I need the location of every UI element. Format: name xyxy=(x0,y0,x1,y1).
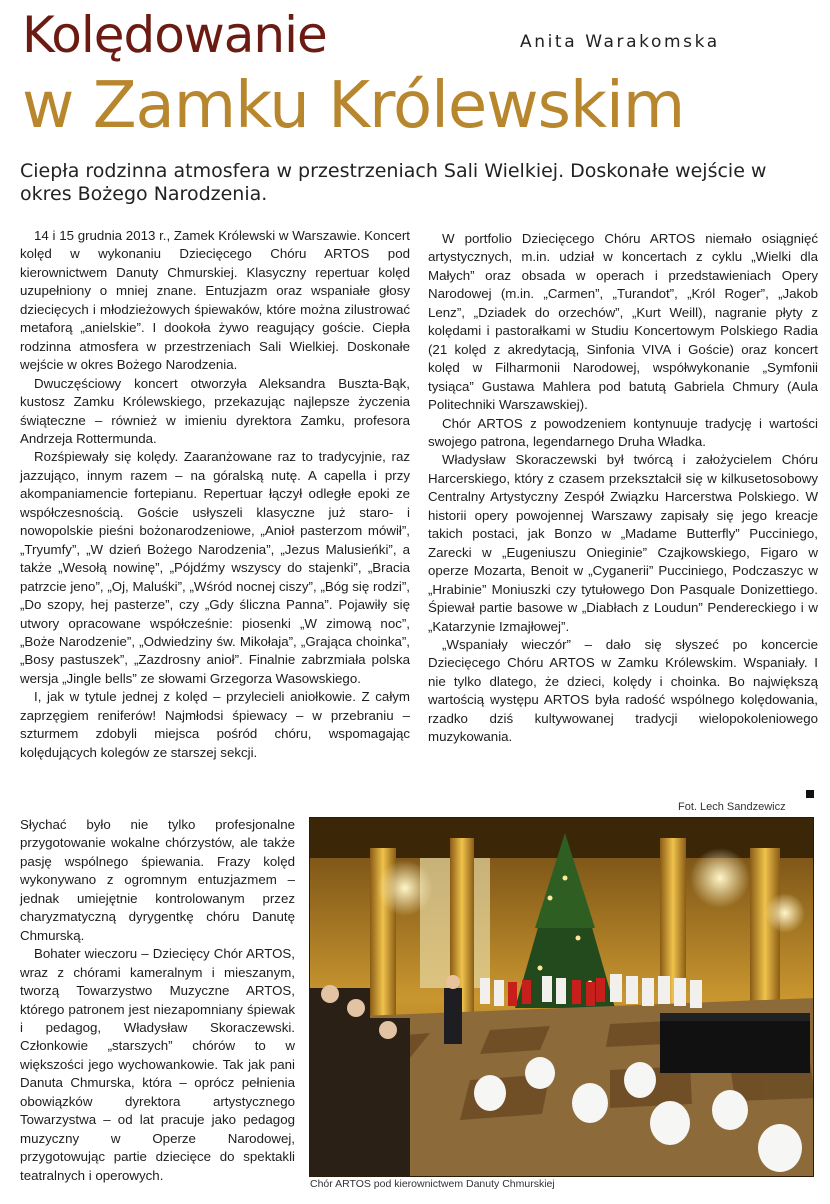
lead-paragraph: Ciepła rodzinna atmosfera w przestrzeniach Sali Wielkiej. Doskonałe wejście w okres Bożego Narodzenia. xyxy=(20,160,767,205)
body-paragraph: W portfolio Dziecięcego Chóru ARTOS niemało osiągnięć artystycznych, m.in. udział w koncertach z cyklu „Wielki dla Małych” oraz obsada w operach i przedstawieniach Opery Narodowej (m.in. „Carmen”, „Turandot”, „Król Roger”, „Jakob Lenz”, „Dziadek do orzechów”, „Kurt Weill), nagranie płyty z kolędami i pastorałkami w Studiu Koncertowym Polskiego Radia (21 kolęd z akredytacją, Sinfonia VIVA i Goście) oraz koncert kolęd w Filharmonii Narodowej, współwykonanie „Symfonii tysiąca” Gustawa Mahlera pod batutą Gabriela Chmury (Aula Politechniki Warszawskiej). xyxy=(428,231,818,413)
left-column-continued xyxy=(20,816,295,1185)
body-paragraph: I, jak w tytule jednej z kolęd – przylecieli aniołkowie. Z całym zaprzęgiem reniferów! Najmłodsi śpiewacy – w przebraniu – szturmem zdobyli miejsca pośród chóru, wspomagając kolędujących kolegów ze starszej sekcji. xyxy=(20,689,410,760)
body-paragraph: Władysław Skoraczewski był twórcą i założycielem Chóru Harcerskiego, który z czasem przekształcił się w kilkusetosobowy Centralny Artystyczny Zespół Związku Harcerstwa Polskiego. W historii opery powojennej Warszawy zapisały się jego kreacje takich postaci, jak Bonzo w „Madame Butterfly” Pucciniego, Zarecki w „Eugeniuszu Onieginie” Czajkowskiego, Figaro w operze Mozarta, Benoit w „Cyganerii” Pucciniego, Podczaszyc w „Hrabinie” Moniuszki czy tytułowego Don Pasquale Donizettiego. Śpiewał partie basowe w „Diabłach z Loudun” Pendereckiego i w „Katarzynie Izmajłowej”. xyxy=(428,452,818,634)
author-byline: Anita Warakomska xyxy=(520,32,720,52)
body-paragraph: Słychać było nie tylko profesjonalne przygotowanie wokalne chórzystów, ale także pasję wspólnego śpiewania. Frazy kolęd wykonywano z ogromnym entuzjazmem – jednak umiejętnie kontrolowanym przez charyzmatyczną dyrygentkę chóru Danutę Chmurską. xyxy=(20,817,295,943)
end-of-article-mark xyxy=(806,790,814,798)
right-column xyxy=(428,230,818,747)
body-paragraph: 14 i 15 grudnia 2013 r., Zamek Królewski w Warszawie. Koncert kolęd w wykonaniu Dziecięcego Chóru ARTOS pod kierownictwem Danuty Chmurskiej. Klasyczny repertuar kolęd uzupełniony o mniej znane. Entuzjazm oraz wspaniałe głosy dziecięcych i młodzieżowych śpiewaków, które można zilustrować metaforą „anielskie”. I dookoła żywo reagujący goście. Ciepła rodzinna atmosfera w przestrzeniach Sali Wielkiej. Doskonałe wejście w okres Bożego Narodzenia. xyxy=(20,228,410,373)
left-column xyxy=(20,227,410,762)
title-line-2: w Zamku Królewskim xyxy=(22,69,685,143)
photo-credit: Fot. Lech Sandzewicz xyxy=(678,801,786,813)
body-paragraph: Dwuczęściowy koncert otworzyła Aleksandra Buszta-Bąk, kustosz Zamku Królewskiego, przekazując najlepsze życzenia świąteczne – również w imieniu dyrektora Zamku, profesora Andrzeja Rottermunda. xyxy=(20,375,410,446)
body-paragraph: „Wspaniały wieczór” – dało się słyszeć po koncercie Dziecięcego Chóru ARTOS w Zamku Królewskim. Wspaniały. I nie tylko dlatego, że dzieci, kolędy i choinka. Bo największą wartością występu ARTOS była radość wspólnego kolędowania, rzadko dziś kultywowanej tradycji wielopokoleniowego muzykowania. xyxy=(428,636,818,745)
photo-caption: Chór ARTOS pod kierownictwem Danuty Chmurskiej xyxy=(310,1178,555,1190)
body-paragraph: Rozśpiewały się kolędy. Zaaranżowane raz to tradycyjnie, raz jazzująco, innym razem – na góralską nutę. A capella i przy akompaniamencie fortepianu. Repertuar łączył odległe epoki ze współczesnością. Goście usłyszeli klasyczne już staro- i nowopolskie pieśni bożonarodzeniowe, „Anioł pasterzom mówił”, „Tryumfy”, „W dzień Bożego Narodzenia”, „Jezus Malusieńki”, a także „Wesołą nowinę”, „Pójdźmy wszyscy do stajenki”, „Bracia patrzcie jeno”, „Oj, Maluśki”, „Wśród nocnej ciszy”, „Bóg się rodzi”, „Do szopy, hej pasterze”, czy „Gdy śliczna Panna”. Pojawiły się utwory opracowane współcześnie: piosenki „W zimową noc”, „Boże Narodzenie”, „Odwiedziny św. Mikołaja”, „Grająca choinka”, „Bosy pastuszek”, „Zazdrosny anioł”. Finalnie zabrzmiała polska wersja „Jingle bells” ze słowami Grzegorza Wasowskiego. xyxy=(20,449,410,686)
body-paragraph: Bohater wieczoru – Dziecięcy Chór ARTOS, wraz z chórami kameralnym i mieszanym, tworzą Towarzystwo Muzyczne ARTOS, którego patronem jest niezapomniany śpiewak i pedagog, Władysław Skoraczewski. Członkowie „starszych” chórów to w większości jego wychowankowie. Tak jak pani Danuta Chmurska, która – oprócz pełnienia obowiązków dyrektora artystycznego Towarzystwa – od lat pracuje jako pedagog muzyczny w Operze Narodowej, przygotowując partie dziecięce do spektakli teatralnych i operowych. xyxy=(20,946,295,1183)
concert-photo xyxy=(309,817,814,1177)
body-paragraph: Chór ARTOS z powodzeniem kontynuuje tradycję i wartości swojego patrona, legendarnego Druha Władka. xyxy=(428,415,818,449)
title-line-1: Kolędowanie xyxy=(22,6,327,64)
